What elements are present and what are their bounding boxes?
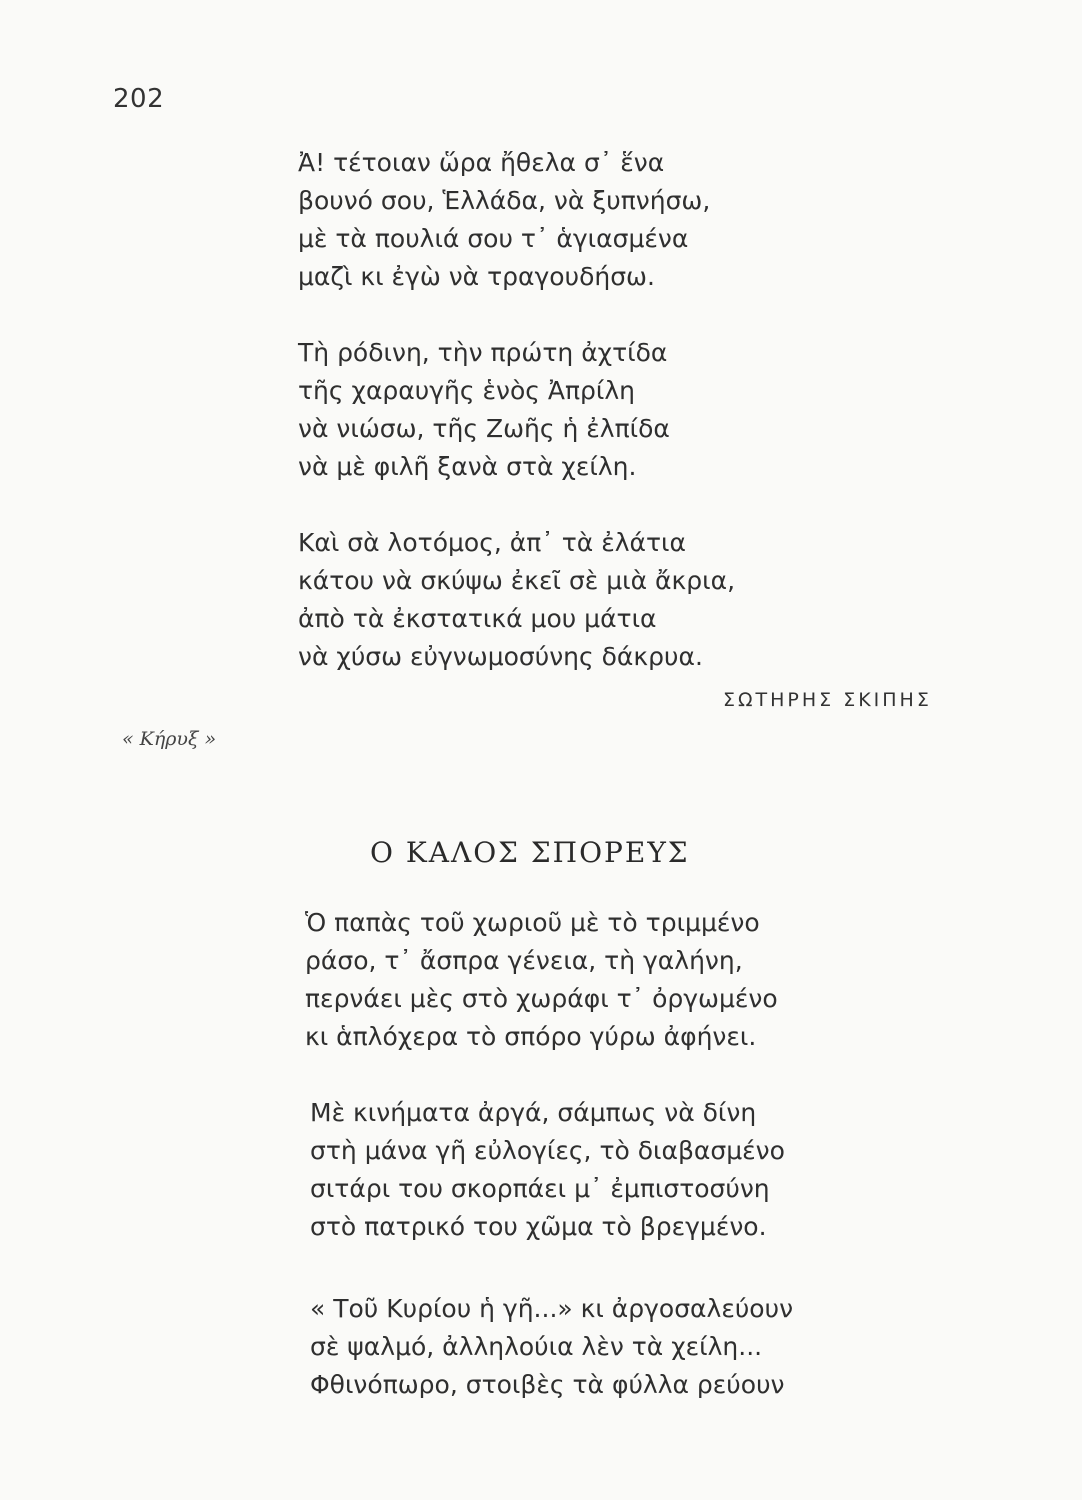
poem-line: κι ἁπλόχερα τὸ σπόρο γύρω ἀφήνει. [305,1022,757,1051]
poem-line: νὰ νιώσω, τῆς Ζωῆς ἡ ἐλπίδα [298,414,670,443]
poem-line: στὴ μάνα γῆ εὐλογίες, τὸ διαβασμένο [310,1136,785,1165]
poem-source: « Κήρυξ » [122,728,217,750]
poem-line: νὰ χύσω εὐγνωμοσύνης δάκρυα. [298,642,703,671]
poem-line: τῆς χαραυγῆς ἑνὸς Ἀπρίλη [298,376,636,405]
poem-line: νὰ μὲ φιλῆ ξανὰ στὰ χείλη. [298,452,637,481]
poem-1-stanza-2 [298,334,670,486]
poem-line: Μὲ κινήματα ἀργά, σάμπως νὰ δίνη [310,1098,757,1127]
poem-line: ἀπὸ τὰ ἐκστατικά μου μάτια [298,604,657,633]
poem-1-stanza-3 [298,524,735,676]
poem-line: Ἀ! τέτοιαν ὥρα ἤθελα σ᾽ ἕνα [298,148,665,177]
poem-line: κάτου νὰ σκύψω ἐκεῖ σὲ μιὰ ἄκρια, [298,566,736,595]
poem-1-stanza-1 [298,144,710,296]
poem-line: σιτάρι του σκορπάει μ᾽ ἐμπιστοσύνη [310,1174,770,1203]
poem-2-stanza-2 [310,1094,785,1246]
poem-line: Ὁ παπὰς τοῦ χωριοῦ μὲ τὸ τριμμένο [305,908,760,937]
poem-line: ράσο, τ᾽ ἄσπρα γένεια, τὴ γαλήνη, [305,946,743,975]
poem-author: ΣΩΤΗΡΗΣ ΣΚΙΠΗΣ [723,689,932,711]
poem-line: μαζὶ κι ἐγὼ νὰ τραγουδήσω. [298,262,655,291]
poem-2-stanza-3 [310,1290,793,1404]
poem-line: Τὴ ρόδινη, τὴν πρώτη ἀχτίδα [298,338,668,367]
poem-line: σὲ ψαλμό, ἀλληλούια λὲν τὰ χείλη... [310,1332,763,1361]
poem-line: μὲ τὰ πουλιά σου τ᾽ ἁγιασμένα [298,224,689,253]
poem-line: Φθινόπωρο, στοιβὲς τὰ φύλλα ρεύουν [310,1370,785,1399]
poem-2-stanza-1 [305,904,778,1056]
poem-line: περνάει μὲς στὸ χωράφι τ᾽ ὀργωμένο [305,984,778,1013]
page-number: 202 [113,84,165,114]
poem-line: βουνό σου, Ἑλλάδα, νὰ ξυπνήσω, [298,186,711,215]
poem-line: στὸ πατρικό του χῶμα τὸ βρεγμένο. [310,1212,767,1241]
poem-title: Ο ΚΑΛΟΣ ΣΠΟΡΕΥΣ [370,836,690,869]
poem-line: Καὶ σὰ λοτόμος, ἀπ᾽ τὰ ἐλάτια [298,528,686,557]
poem-line: « Τοῦ Κυρίου ἡ γῆ...» κι ἀργοσαλεύουν [310,1294,794,1323]
